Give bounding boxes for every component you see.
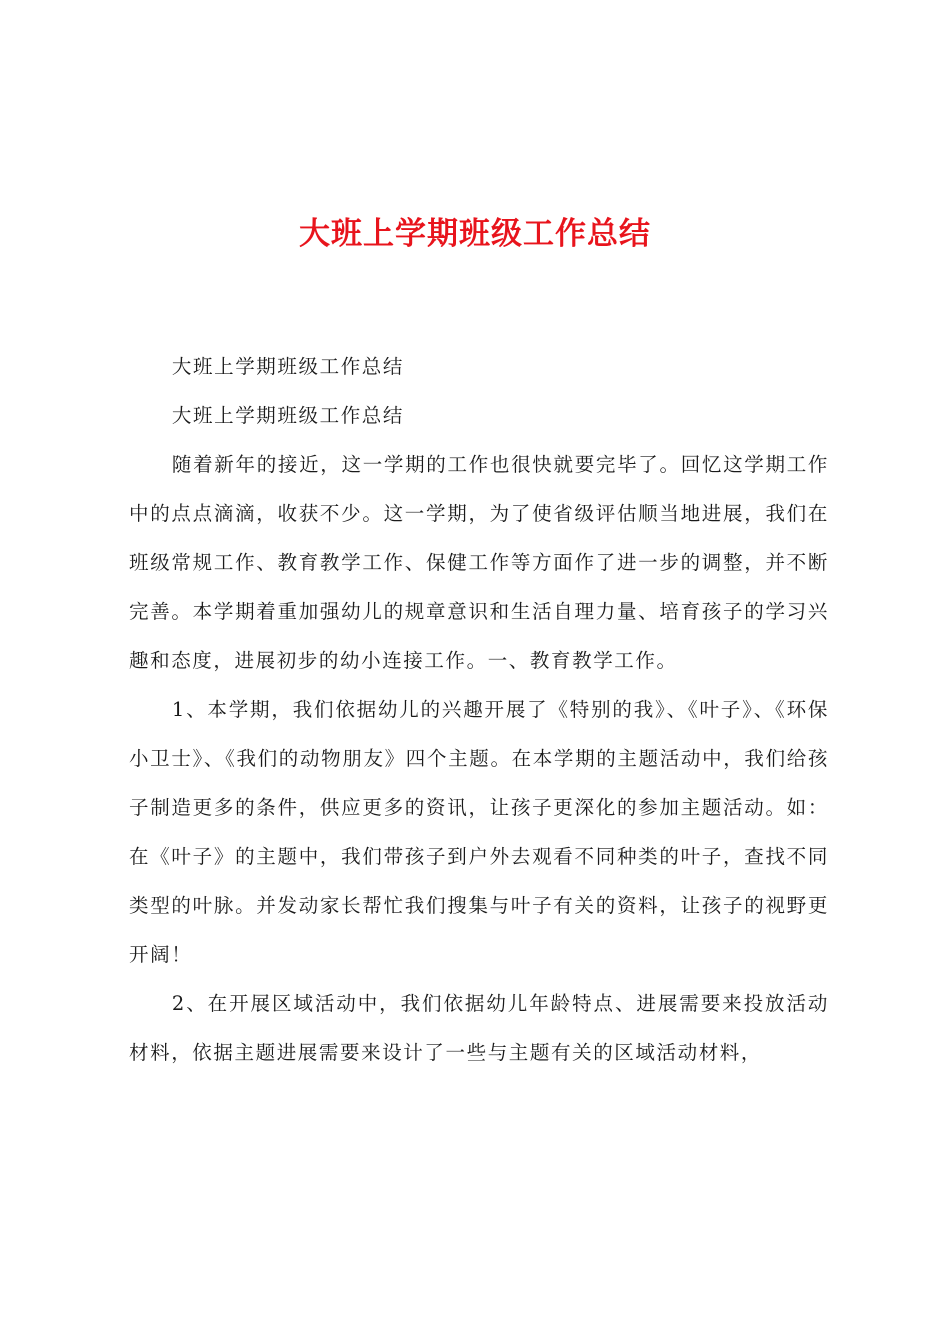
paragraph-item-2: 2、在开展区域活动中，我们依据幼儿年龄特点、进展需要来投放活动材料，依据主题进展需要来设计了一些与主题有关的区域活动材料， [129, 992, 829, 1064]
paragraph-subtitle-1: 大班上学期班级工作总结 [171, 355, 404, 378]
paragraph-item-1: 1、本学期，我们依据幼儿的兴趣开展了《特别的我》、《叶子》、《环保小卫士》、《我们的动物朋友》四个主题。在本学期的主题活动中，我们给孩子制造更多的条件，供应更多的资讯，让孩子更深化的参加主题活动。如：在《叶子》的主题中，我们带孩子到户外去观看不同种类的叶子，查找不同类型的叶脉。并发动家长帮忙我们搜集与叶子有关的资料，让孩子的视野更开阔！ [129, 698, 829, 966]
document-body [129, 342, 829, 1077]
paragraph-subtitle-2: 大班上学期班级工作总结 [171, 404, 404, 427]
document-title: 大班上学期班级工作总结 [299, 216, 651, 252]
paragraph-intro: 随着新年的接近，这一学期的工作也很快就要完毕了。回忆这学期工作中的点点滴滴，收获不少。这一学期，为了使省级评估顺当地进展，我们在班级常规工作、教育教学工作、保健工作等方面作了进一步的调整，并不断完善。本学期着重加强幼儿的规章意识和生活自理力量、培育孩子的学习兴趣和态度，进展初步的幼小连接工作。一、教育教学工作。 [129, 453, 829, 672]
